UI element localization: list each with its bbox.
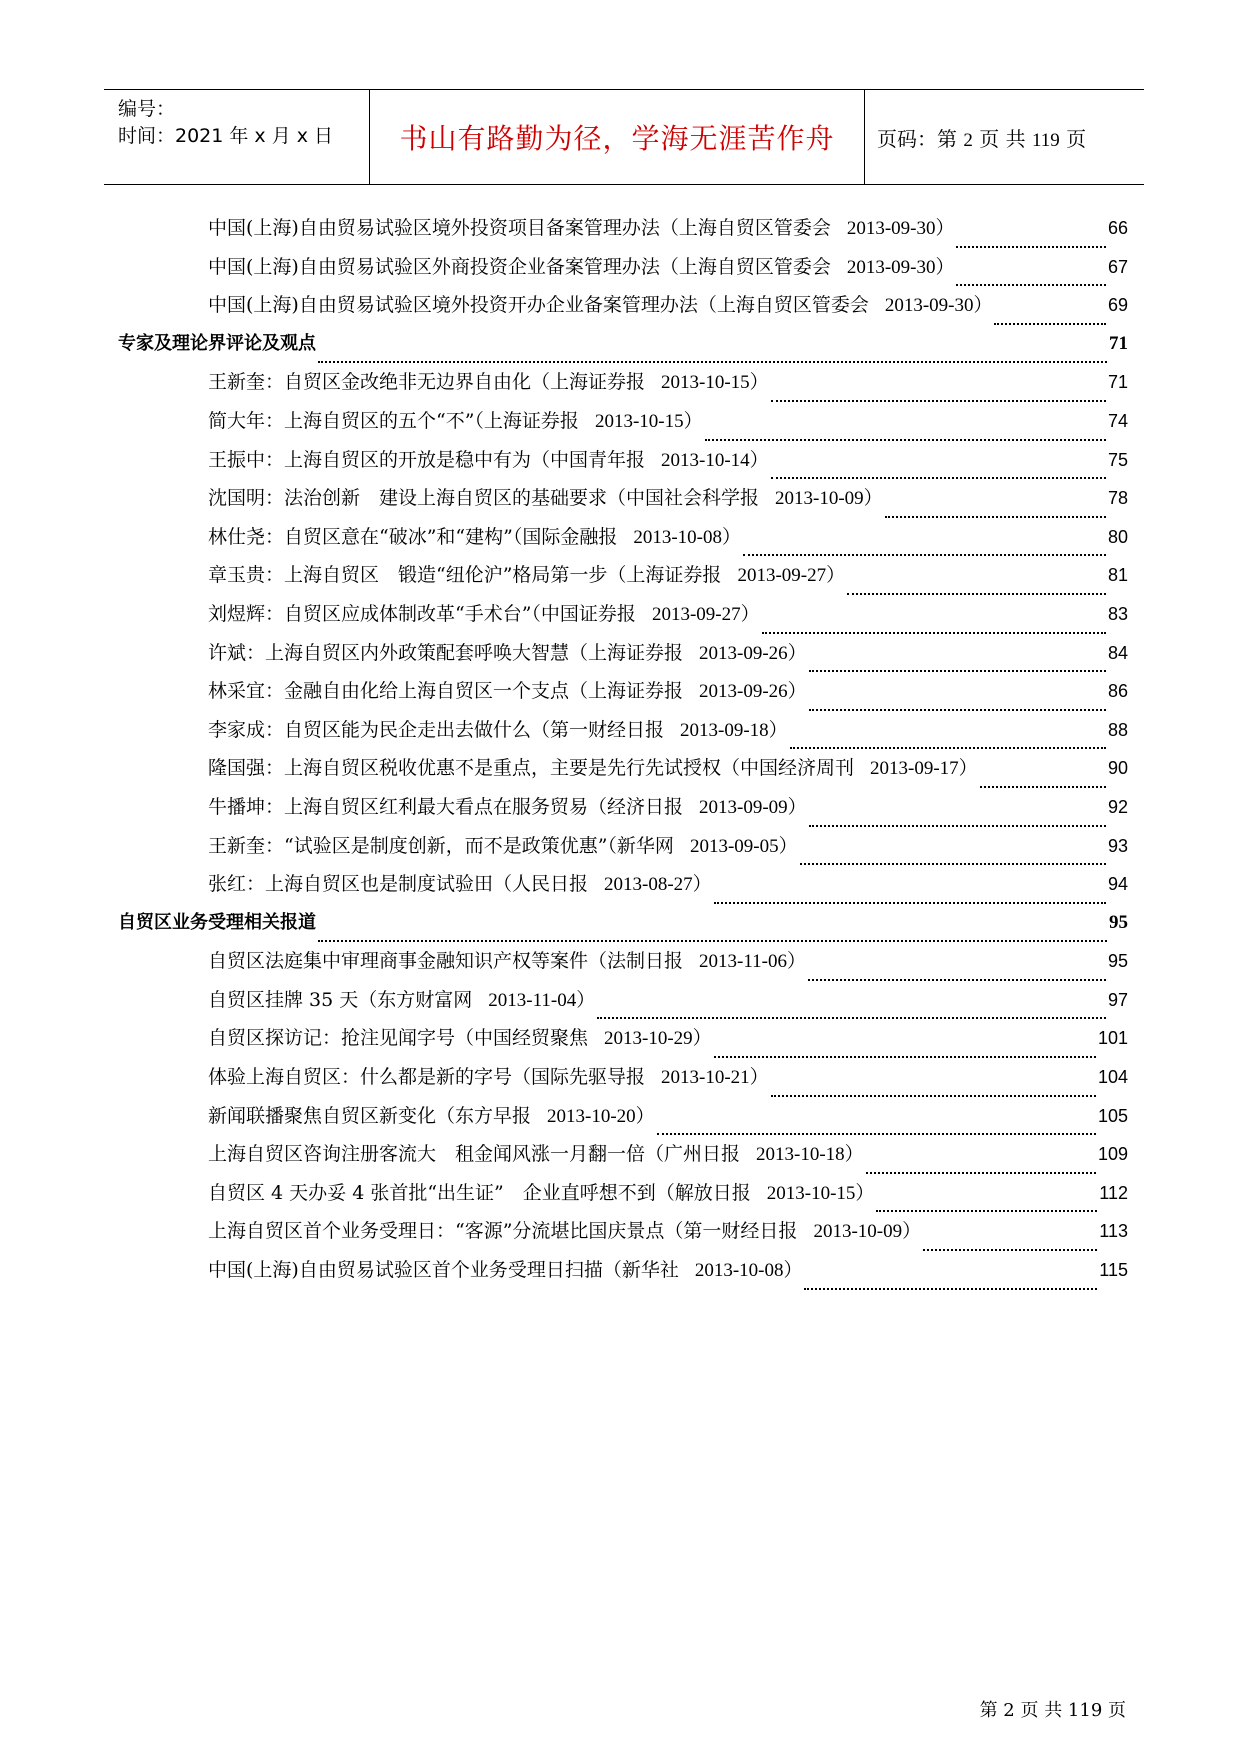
number-label: 编号： bbox=[118, 98, 176, 120]
toc-leader-dots bbox=[809, 670, 1106, 672]
toc-entry-title: 中国(上海)自由贸易试验区境外投资项目备案管理办法（上海自贸区管委会 bbox=[208, 217, 831, 239]
toc-page-number: 90 bbox=[1107, 758, 1128, 779]
toc-leader-dots bbox=[771, 400, 1106, 402]
toc-entry[interactable] bbox=[118, 560, 1128, 599]
page-suffix: 页 bbox=[1066, 126, 1087, 151]
toc-entry-title: 上海自贸区首个业务受理日：“客源”分流堪比国庆景点（第一财经日报 bbox=[208, 1220, 798, 1243]
toc-entry-title: 简大年：上海自贸区的五个“不”（上海证券报 bbox=[208, 409, 579, 432]
toc-leader-dots bbox=[956, 284, 1105, 286]
toc-page-number: 115 bbox=[1099, 1260, 1128, 1281]
toc-entry-date: 2013-09-26） bbox=[699, 642, 807, 664]
toc-entry[interactable] bbox=[118, 599, 1128, 638]
toc-leader-dots bbox=[657, 1133, 1096, 1135]
toc-entry-title: 自贸区法庭集中审理商事金融知识产权等案件（法制日报 bbox=[208, 950, 684, 973]
toc-entry[interactable] bbox=[118, 1178, 1128, 1217]
toc-entry-date: 2013-10-09） bbox=[775, 488, 883, 510]
toc-entry-date: 2013-10-08） bbox=[633, 526, 742, 548]
toc-page-number: 101 bbox=[1097, 1028, 1128, 1049]
toc-page-number: 81 bbox=[1107, 565, 1128, 586]
toc-leader-dots bbox=[885, 516, 1106, 518]
toc-entry[interactable] bbox=[118, 831, 1128, 870]
toc-entry[interactable] bbox=[118, 1139, 1128, 1178]
toc-leader-dots bbox=[804, 1288, 1097, 1290]
toc-page-number: 95 bbox=[1107, 951, 1128, 972]
toc-leader-dots bbox=[956, 246, 1105, 248]
toc-entry-date: 2013-09-30） bbox=[846, 218, 955, 239]
toc-page-number: 74 bbox=[1107, 410, 1128, 431]
toc-entry[interactable] bbox=[118, 1062, 1128, 1101]
toc-entry-date: 2013-09-05） bbox=[689, 835, 798, 857]
toc-entry[interactable] bbox=[118, 522, 1128, 561]
toc-entry-title: 沈国明：法治创新 建设上海自贸区的基础要求（中国社会科学报 bbox=[208, 487, 760, 510]
toc-page-number: 88 bbox=[1107, 719, 1128, 740]
toc-entry-date: 2013-10-14） bbox=[661, 449, 769, 471]
toc-leader-dots bbox=[597, 1017, 1106, 1019]
toc-entry-date: 2013-09-30） bbox=[846, 256, 955, 278]
toc-entry[interactable] bbox=[118, 1255, 1128, 1294]
toc-page-number: 113 bbox=[1099, 1221, 1128, 1242]
toc-entry[interactable] bbox=[118, 638, 1128, 677]
toc-page-number: 93 bbox=[1107, 835, 1128, 856]
page-prefix: 页码：第 bbox=[877, 126, 957, 151]
toc-entry-title: 王新奎：“试验区是制度创新，而不是政策优惠”（新华网 bbox=[208, 834, 674, 857]
page-mid: 页 共 bbox=[979, 126, 1026, 151]
toc-entry[interactable] bbox=[118, 290, 1128, 329]
toc-entry-date: 2013-10-18） bbox=[756, 1144, 864, 1166]
toc-entry[interactable] bbox=[118, 252, 1128, 291]
toc-leader-dots bbox=[876, 1210, 1097, 1212]
time-label: 时间：2021 年 x 月 x 日 bbox=[118, 125, 334, 147]
toc-entry[interactable] bbox=[118, 483, 1128, 522]
toc-page-number: 78 bbox=[1107, 488, 1128, 509]
toc-entry-date: 2013-10-15） bbox=[594, 410, 703, 432]
toc-entry-date: 2013-10-29） bbox=[604, 1028, 712, 1050]
toc-entry-date: 2013-11-04） bbox=[488, 989, 596, 1011]
toc-entry-title: 专家及理论界评论及观点 bbox=[118, 332, 316, 354]
toc-entry-title: 隆国强：上海自贸区税收优惠不是重点，主要是先行先试授权（中国经济周刊 bbox=[208, 757, 855, 780]
toc-leader-dots bbox=[714, 902, 1106, 904]
toc-leader-dots bbox=[923, 1249, 1097, 1251]
toc-leader-dots bbox=[847, 593, 1106, 595]
toc-leader-dots bbox=[318, 361, 1107, 363]
toc-entry[interactable] bbox=[118, 715, 1128, 754]
toc-page-number: 104 bbox=[1097, 1067, 1128, 1088]
toc-entry-date: 2013-09-27） bbox=[737, 565, 846, 587]
toc-entry-date: 2013-10-15） bbox=[766, 1182, 875, 1204]
toc-entry-title: 自贸区探访记：抢注见闻字号（中国经贸聚焦 bbox=[208, 1027, 589, 1050]
toc-entry-title: 上海自贸区咨询注册客流大 租金闻风涨一月翻一倍（广州日报 bbox=[208, 1143, 741, 1166]
toc-page-number: 83 bbox=[1107, 603, 1128, 624]
toc-entry-title: 许斌：上海自贸区内外政策配套呼唤大智慧（上海证券报 bbox=[208, 641, 684, 664]
toc-entry-title: 中国(上海)自由贸易试验区境外投资开办企业备案管理办法（上海自贸区管委会 bbox=[208, 294, 869, 317]
toc-entry-title: 王振中：上海自贸区的开放是稳中有为（中国青年报 bbox=[208, 448, 646, 471]
toc-page-number: 109 bbox=[1097, 1144, 1128, 1165]
toc-entry-date: 2013-09-26） bbox=[699, 681, 807, 703]
toc-leader-dots bbox=[809, 709, 1106, 711]
toc-entry-title: 林采宜：金融自由化给上海自贸区一个支点（上海证券报 bbox=[208, 680, 684, 703]
toc-page-number: 105 bbox=[1097, 1105, 1128, 1126]
toc-entry-date: 2013-10-15） bbox=[661, 372, 769, 394]
toc-entry-date: 2013-11-06） bbox=[699, 951, 806, 973]
toc-page-number: 92 bbox=[1107, 796, 1128, 817]
toc-leader-dots bbox=[714, 1056, 1096, 1058]
toc-leader-dots bbox=[790, 747, 1106, 749]
page-current: 2 bbox=[963, 129, 973, 151]
toc-entry-title: 张红：上海自贸区也是制度试验田（人民日报 bbox=[208, 873, 589, 896]
toc-entry-title: 体验上海自贸区：什么都是新的字号（国际先驱导报 bbox=[208, 1066, 646, 1089]
header-motto-cell bbox=[369, 90, 865, 184]
toc-entry-date: 2013-09-30） bbox=[884, 295, 993, 317]
toc-entry[interactable] bbox=[118, 869, 1128, 908]
toc-entry-title: 自贸区挂牌 35 天（东方财富网 bbox=[208, 988, 473, 1011]
toc-leader-dots bbox=[771, 1095, 1096, 1097]
toc-page-number: 86 bbox=[1107, 681, 1128, 702]
toc-entry-date: 2013-10-20） bbox=[547, 1105, 655, 1127]
toc-page-number: 84 bbox=[1107, 642, 1128, 663]
table-of-contents bbox=[118, 213, 1128, 1294]
toc-section-heading[interactable] bbox=[118, 908, 1128, 947]
toc-entry[interactable] bbox=[118, 985, 1128, 1024]
toc-entry-title: 新闻联播聚焦自贸区新变化（东方早报 bbox=[208, 1104, 532, 1127]
toc-leader-dots bbox=[800, 863, 1106, 865]
toc-entry-title: 牛播坤：上海自贸区红利最大看点在服务贸易（经济日报 bbox=[208, 795, 684, 818]
toc-page-number: 67 bbox=[1107, 256, 1128, 277]
page-total: 119 bbox=[1031, 129, 1060, 151]
page-header bbox=[104, 89, 1144, 185]
toc-leader-dots bbox=[980, 786, 1106, 788]
toc-entry-date: 2013-09-17） bbox=[870, 758, 978, 780]
header-motto: 书山有路勤为径，学海无涯苦作舟 bbox=[399, 122, 835, 155]
toc-entry-date: 2013-10-08） bbox=[694, 1260, 803, 1282]
toc-leader-dots bbox=[994, 323, 1105, 325]
toc-leader-dots bbox=[743, 554, 1106, 556]
toc-page-number: 66 bbox=[1107, 218, 1128, 238]
toc-entry-date: 2013-08-27） bbox=[604, 874, 712, 896]
toc-page-number: 80 bbox=[1107, 526, 1128, 547]
toc-page-number: 112 bbox=[1099, 1182, 1128, 1203]
toc-entry[interactable] bbox=[118, 1023, 1128, 1062]
toc-leader-dots bbox=[809, 825, 1106, 827]
toc-page-number: 71 bbox=[1109, 332, 1128, 354]
toc-leader-dots bbox=[318, 940, 1107, 942]
toc-entry-date: 2013-09-18） bbox=[680, 719, 788, 741]
toc-leader-dots bbox=[705, 439, 1106, 441]
toc-page-number: 75 bbox=[1107, 449, 1128, 470]
toc-entry-title: 刘煜辉：自贸区应成体制改革“手术台”（中国证券报 bbox=[208, 602, 636, 625]
toc-page-number: 95 bbox=[1109, 911, 1128, 933]
toc-leader-dots bbox=[808, 979, 1106, 981]
toc-leader-dots bbox=[771, 477, 1106, 479]
toc-entry-title: 中国(上海)自由贸易试验区外商投资企业备案管理办法（上海自贸区管委会 bbox=[208, 255, 831, 278]
toc-entry-title: 自贸区业务受理相关报道 bbox=[118, 911, 316, 933]
toc-entry-title: 王新奎：自贸区金改绝非无边界自由化（上海证券报 bbox=[208, 371, 646, 394]
toc-leader-dots bbox=[866, 1172, 1096, 1174]
toc-leader-dots bbox=[762, 632, 1106, 634]
toc-page-number: 71 bbox=[1107, 372, 1128, 393]
toc-page-number: 69 bbox=[1107, 295, 1128, 316]
page-footer: 第 2 页 共 119 页 bbox=[979, 1700, 1126, 1721]
toc-page-number: 94 bbox=[1107, 874, 1128, 895]
toc-entry[interactable] bbox=[118, 445, 1128, 484]
toc-entry[interactable] bbox=[118, 946, 1128, 985]
header-page-cell bbox=[865, 90, 1144, 184]
toc-section-heading[interactable] bbox=[118, 329, 1128, 368]
toc-entry[interactable] bbox=[118, 367, 1128, 406]
toc-entry[interactable] bbox=[118, 676, 1128, 715]
toc-entry[interactable] bbox=[118, 1216, 1128, 1255]
toc-entry-title: 李家成：自贸区能为民企走出去做什么（第一财经日报 bbox=[208, 718, 665, 741]
toc-page-number: 97 bbox=[1107, 989, 1128, 1010]
toc-entry-title: 中国(上海)自由贸易试验区首个业务受理日扫描（新华社 bbox=[208, 1259, 679, 1282]
toc-entry[interactable] bbox=[118, 213, 1128, 252]
toc-entry[interactable] bbox=[118, 1101, 1128, 1140]
toc-entry-title: 自贸区 4 天办妥 4 张首批“出生证” 企业直呼想不到（解放日报 bbox=[208, 1181, 751, 1204]
toc-entry[interactable] bbox=[118, 792, 1128, 831]
toc-entry-date: 2013-10-21） bbox=[661, 1067, 769, 1089]
toc-entry-date: 2013-09-27） bbox=[651, 603, 760, 625]
toc-entry-date: 2013-10-09） bbox=[813, 1221, 922, 1243]
toc-entry[interactable] bbox=[118, 406, 1128, 445]
header-info-cell bbox=[104, 90, 369, 184]
toc-entry[interactable] bbox=[118, 753, 1128, 792]
toc-entry-date: 2013-09-09） bbox=[699, 796, 807, 818]
header-page-code bbox=[877, 123, 1086, 152]
toc-entry-title: 林仕尧：自贸区意在“破冰”和“建构”（国际金融报 bbox=[208, 525, 618, 548]
toc-entry-title: 章玉贵：上海自贸区 锻造“纽伦沪”格局第一步（上海证券报 bbox=[208, 564, 722, 587]
